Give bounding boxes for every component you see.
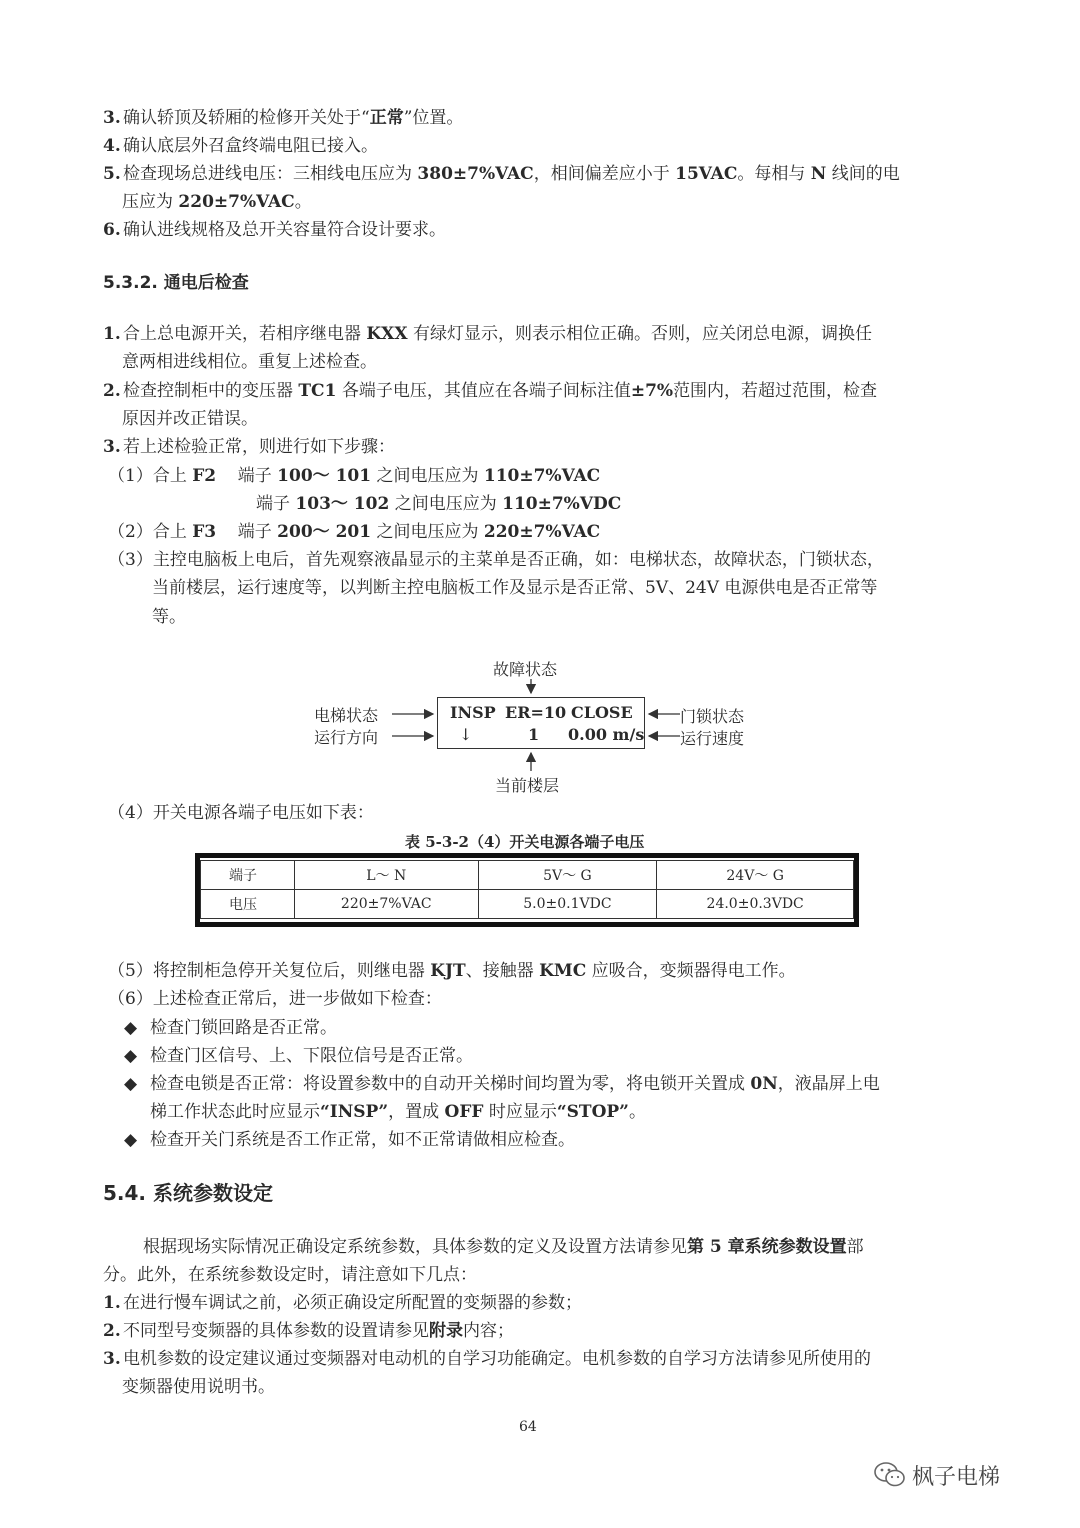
sub-step-3-line2: 当前楼层，运行速度等，以判断主控电脑板工作及显示是否正常、5V、24V 电源供电是否正常等 xyxy=(152,578,878,598)
table-cell: 24.0±0.3VDC xyxy=(657,890,854,919)
table-cell: 5V～ G xyxy=(478,861,657,890)
table-cell: 电压 xyxy=(201,890,295,919)
section-heading-5-4: 5.4. 系统参数设定 xyxy=(103,1181,273,1205)
post-check-3: 3. 若上述检验正常，则进行如下步骤： xyxy=(103,437,395,457)
sub-step-1-line2: 端子 103～ 102 之间电压应为 110±7%VDC xyxy=(256,494,622,514)
lcd-floor: 1 xyxy=(528,725,540,744)
wechat-icon xyxy=(873,1460,907,1490)
sub-step-2: （2）合上 F3 端子 200～ 201 之间电压应为 220±7%VAC xyxy=(108,522,601,542)
post-check-1: 1. 合上总电源开关，若相序继电器 KXX 有绿灯显示，则表示相位正确。否则，应关闭总电源，调换任 xyxy=(103,324,872,344)
check-item-3: 3. 确认轿顶及轿厢的检修开关处于“正常”位置。 xyxy=(103,108,464,128)
param-note-1: 1. 在进行慢车调试之前，必须正确设定所配置的变频器的参数； xyxy=(103,1293,582,1313)
param-note-3: 3. 电机参数的设定建议通过变频器对电动机的自学习功能确定。电机参数的自学习方法请参见所使用的 xyxy=(103,1349,871,1369)
diamond-bullet-icon: ◆ xyxy=(124,1130,138,1150)
bullet-item-4: ◆ 检查开关门系统是否工作正常，如不正常请做相应检查。 xyxy=(124,1130,575,1150)
table-row xyxy=(201,890,854,919)
diamond-bullet-icon: ◆ xyxy=(124,1046,138,1066)
bullet-item-3-cont: 梯工作状态此时应显示“INSP”，置成 OFF 时应显示“STOP”。 xyxy=(150,1102,646,1122)
lcd-direction-arrow: ↓ xyxy=(459,725,473,744)
label-elevator-status: 电梯状态 xyxy=(314,706,379,725)
sub-step-3-line3: 等。 xyxy=(152,607,186,627)
voltage-table xyxy=(200,860,854,919)
bullet-item-3: ◆ 检查电锁是否正常：将设置参数中的自动开关梯时间均置为零，将电锁开关置成 0N，液晶屏上电 xyxy=(124,1074,880,1094)
check-item-6: 6. 确认进线规格及总开关容量符合设计要求。 xyxy=(103,220,446,240)
table-cell: 5.0±0.1VDC xyxy=(478,890,657,919)
check-item-5: 5. 检查现场总进线电压：三相线电压应为 380±7%VAC，相间偏差应小于 15VAC。每相与 N 线间的电 xyxy=(103,164,900,184)
label-run-direction: 运行方向 xyxy=(314,728,379,747)
sub-step-3: （3）主控电脑板上电后，首先观察液晶显示的主菜单是否正确，如：电梯状态，故障状态，门锁状态， xyxy=(108,550,884,570)
page-number: 64 xyxy=(519,1419,537,1435)
table-caption: 表 5-3-2（4）开关电源各端子电压 xyxy=(405,833,645,851)
table-cell: 24V～ G xyxy=(657,861,854,890)
bullet-item-2: ◆ 检查门区信号、上、下限位信号是否正常。 xyxy=(124,1046,473,1066)
label-current-floor: 当前楼层 xyxy=(495,776,560,795)
param-note-2: 2. 不同型号变频器的具体参数的设置请参见附录内容； xyxy=(103,1321,514,1341)
post-check-2-cont: 原因并改正错误。 xyxy=(122,409,258,429)
sub-step-5: （5）将控制柜急停开关复位后，则继电器 KJT、接触器 KMC 应吸合，变频器得电工作。 xyxy=(108,961,796,981)
sub-step-1: （1）合上 F2 端子 100～ 101 之间电压应为 110±7%VAC xyxy=(108,466,601,486)
post-check-2: 2. 检查控制柜中的变压器 TC1 各端子电压，其值应在各端子间标注值±7%范围内，若超过范围，检查 xyxy=(103,381,878,401)
param-note-3-cont: 变频器使用说明书。 xyxy=(122,1377,275,1397)
check-item-5-cont: 压应为 220±7%VAC。 xyxy=(122,192,312,212)
diamond-bullet-icon: ◆ xyxy=(124,1074,138,1094)
section-5-4-paragraph-cont: 分。此外，在系统参数设定时，请注意如下几点： xyxy=(103,1265,477,1285)
sub-step-4: （4）开关电源各端子电压如下表： xyxy=(108,803,374,823)
bullet-item-1: ◆ 检查门锁回路是否正常。 xyxy=(124,1018,337,1038)
table-cell: L～ N xyxy=(295,861,479,890)
post-check-1-cont: 意两相进线相位。重复上述检查。 xyxy=(122,352,377,372)
section-heading-5-3-2: 5.3.2. 通电后检查 xyxy=(103,273,249,293)
label-run-speed: 运行速度 xyxy=(680,729,745,748)
label-fault-status: 故障状态 xyxy=(493,660,558,679)
table-cell: 220±7%VAC xyxy=(295,890,479,919)
table-cell: 端子 xyxy=(201,861,295,890)
lcd-fault-code: ER=10 xyxy=(505,703,567,722)
check-item-4: 4. 确认底层外召盒终端电阻已接入。 xyxy=(103,136,378,156)
diamond-bullet-icon: ◆ xyxy=(124,1018,138,1038)
lcd-speed: 0.00 m/s xyxy=(568,725,645,744)
lcd-elevator-status: INSP xyxy=(450,703,496,722)
table-row xyxy=(201,861,854,890)
watermark-text: 枫子电梯 xyxy=(912,1465,1001,1490)
label-door-lock-status: 门锁状态 xyxy=(680,707,745,726)
sub-step-6: （6）上述检查正常后，进一步做如下检查： xyxy=(108,989,442,1009)
lcd-door-status: CLOSE xyxy=(571,703,633,722)
section-5-4-paragraph: 根据现场实际情况正确设定系统参数，具体参数的定义及设置方法请参见第 5 章系统参数设置部 xyxy=(143,1237,864,1257)
